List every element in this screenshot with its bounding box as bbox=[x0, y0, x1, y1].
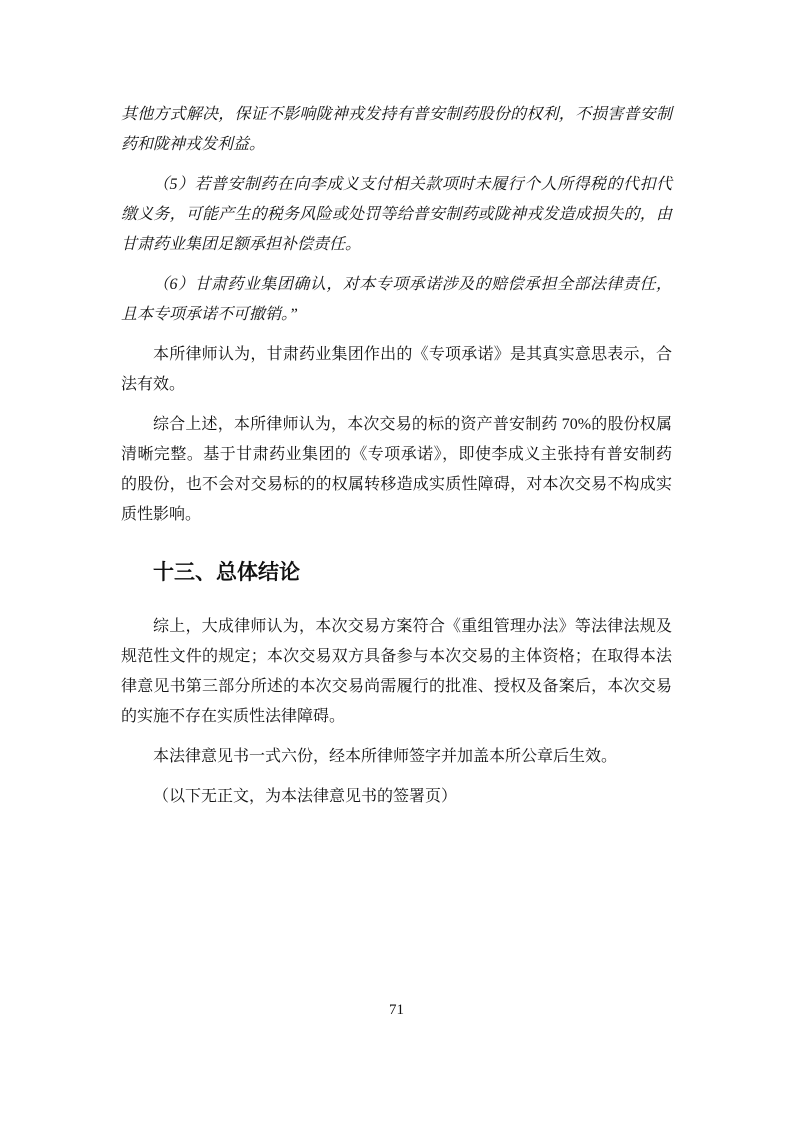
paragraph-ownership-conclusion: 综合上述，本所律师认为，本次交易的标的资产普安制药 70%的股份权属清晰完整。基于甘肃药业集团的《专项承诺》，即使李成义主张持有普安制药的股份，也不会对交易标的的权属转移造成实质性障碍，对本次交易不构成实质性影响。 bbox=[121, 416, 672, 523]
paragraph-effectiveness-statement: 本法律意见书一式六份，经本所律师签字并加盖本所公章后生效。 bbox=[153, 748, 618, 765]
paragraph-overall-conclusion: 综上，大成律师认为，本次交易方案符合《重组管理办法》等法律法规及规范性文件的规定；本次交易双方具备参与本次交易的主体资格；在取得本法律意见书第三部分所述的本次交易尚需履行的批准、授权及备案后，本次交易的实施不存在实质性法律障碍。 bbox=[121, 618, 672, 725]
page-number: 71 bbox=[389, 1002, 404, 1018]
paragraph-quoted-commitment-continuation: 其他方式解决，保证不影响陇神戎发持有普安制药股份的权利，不损害普安制药和陇神戎发利益。 bbox=[121, 106, 672, 153]
section-heading-overall-conclusion: 十三、总体结论 bbox=[153, 561, 300, 584]
paragraph-quoted-commitment-item-5: （5）若普安制药在向李成义支付相关款项时未履行个人所得税的代扣代缴义务，可能产生的税务风险或处罚等给普安制药或陇神戎发造成损失的，由甘肃药业集团足额承担补偿责任。 bbox=[121, 176, 672, 253]
paragraph-lawyer-opinion: 本所律师认为，甘肃药业集团作出的《专项承诺》是其真实意思表示，合法有效。 bbox=[121, 346, 672, 393]
paragraph-quoted-commitment-item-6: （6）甘肃药业集团确认，对本专项承诺涉及的赔偿承担全部法律责任，且本专项承诺不可撤销。” bbox=[121, 276, 672, 323]
paragraph-signature-page-note: （以下无正文，为本法律意见书的签署页） bbox=[153, 788, 458, 805]
